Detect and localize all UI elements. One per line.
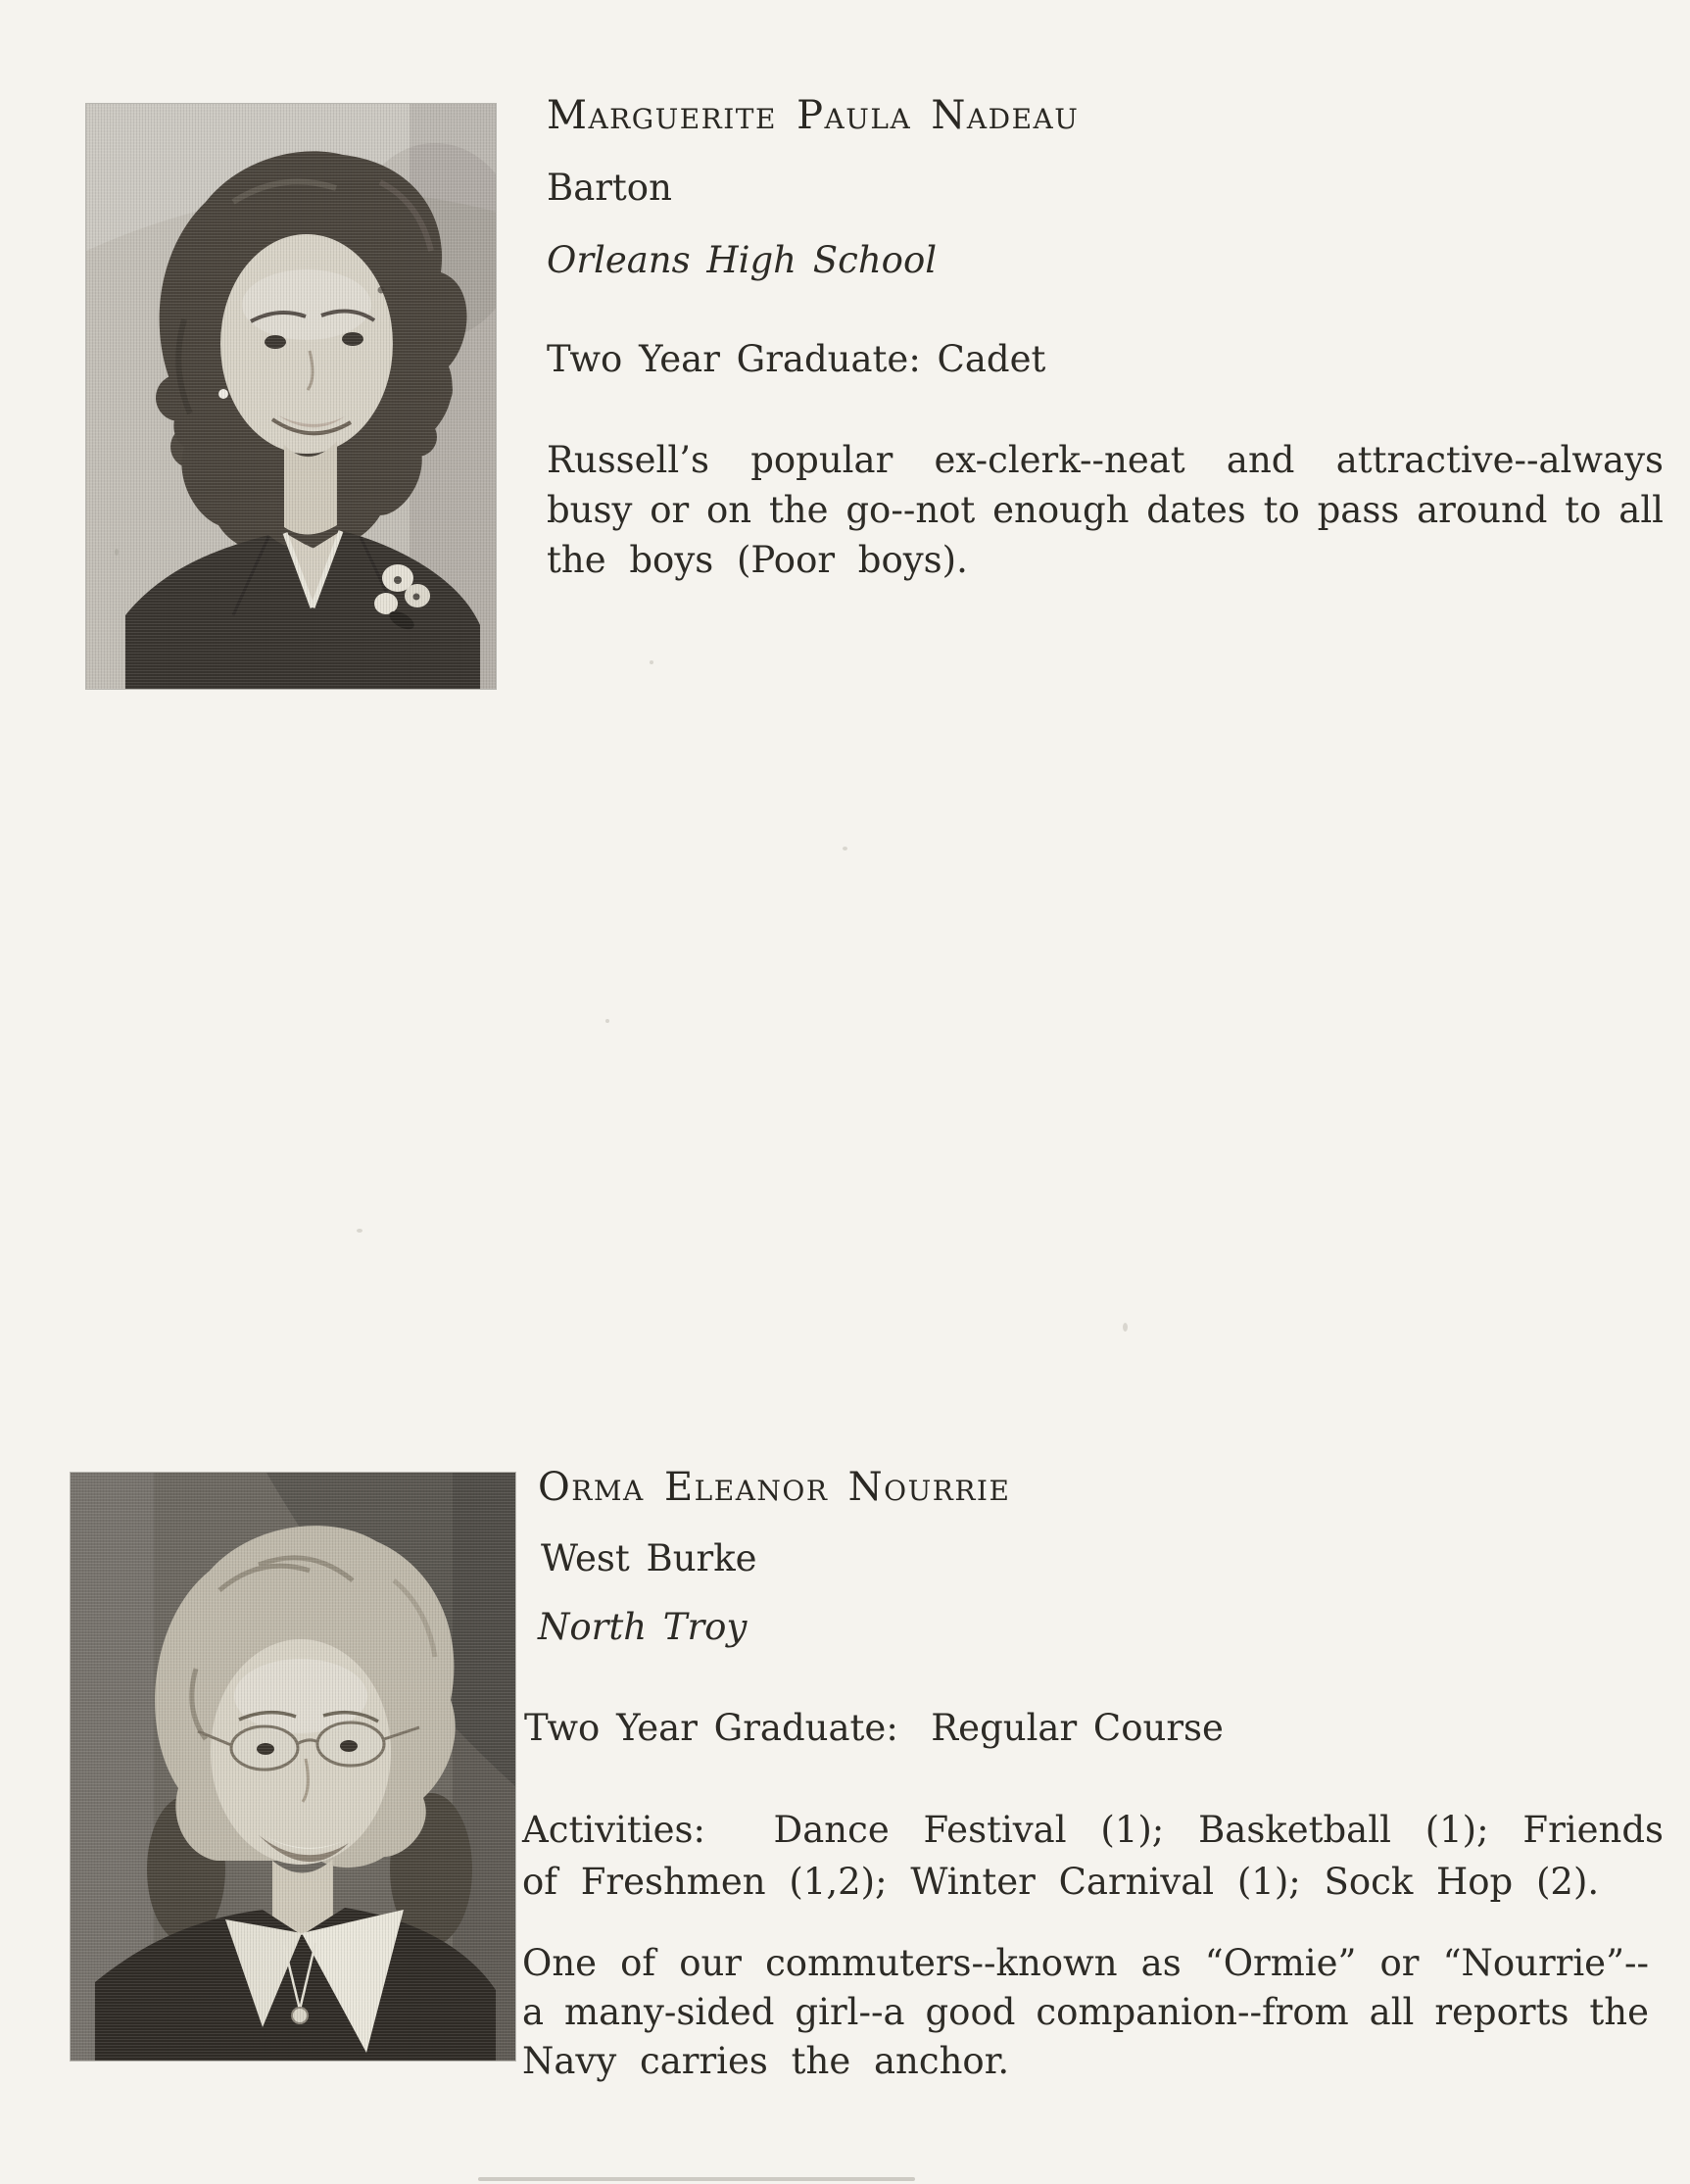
student-name: Marguerite Paula Nadeau: [547, 93, 1080, 138]
student-activities: [522, 1804, 1664, 1908]
description-line: Russell’s popular ex-clerk--neat and attractive--always: [547, 439, 1664, 481]
paper-speck: [115, 549, 119, 556]
student-school: Orleans High School: [547, 239, 938, 281]
paper-speck: [1123, 1323, 1128, 1332]
description-line: the boys (Poor boys).: [547, 539, 968, 581]
student-description: [522, 1939, 1649, 2086]
student-description: [547, 435, 1664, 585]
student-photo-1: [86, 104, 496, 689]
description-line: busy or on the go--not enough dates to pass around to all: [547, 489, 1664, 531]
description-line: a many-sided girl--a good companion--from all reports the: [522, 1991, 1649, 2033]
activities-line: Activities: Dance Festival (1); Basketball (1); Friends: [522, 1809, 1664, 1851]
description-line: One of our commuters--known as “Ormie” or “Nourrie”--: [522, 1942, 1649, 1984]
paper-speck: [605, 1019, 609, 1023]
description-line: Navy carries the anchor.: [522, 2040, 1010, 2082]
student-school: North Troy: [538, 1606, 748, 1648]
paper-speck: [843, 847, 847, 850]
portrait-illustration-2: [71, 1473, 515, 2061]
student-hometown: Barton: [547, 167, 672, 209]
student-program: Two Year Graduate: Regular Course: [524, 1707, 1224, 1749]
student-hometown: West Burke: [541, 1537, 757, 1579]
student-program: Two Year Graduate: Cadet: [547, 338, 1046, 380]
scan-edge-shadow: [478, 2177, 915, 2181]
student-photo-2: [71, 1473, 515, 2061]
paper-speck: [650, 660, 653, 664]
student-name: Orma Eleanor Nourrie: [538, 1465, 1011, 1510]
activities-line: of Freshmen (1,2); Winter Carnival (1); Sock Hop (2).: [522, 1861, 1600, 1903]
paper-speck: [357, 1229, 362, 1233]
portrait-illustration-1: [86, 104, 496, 689]
